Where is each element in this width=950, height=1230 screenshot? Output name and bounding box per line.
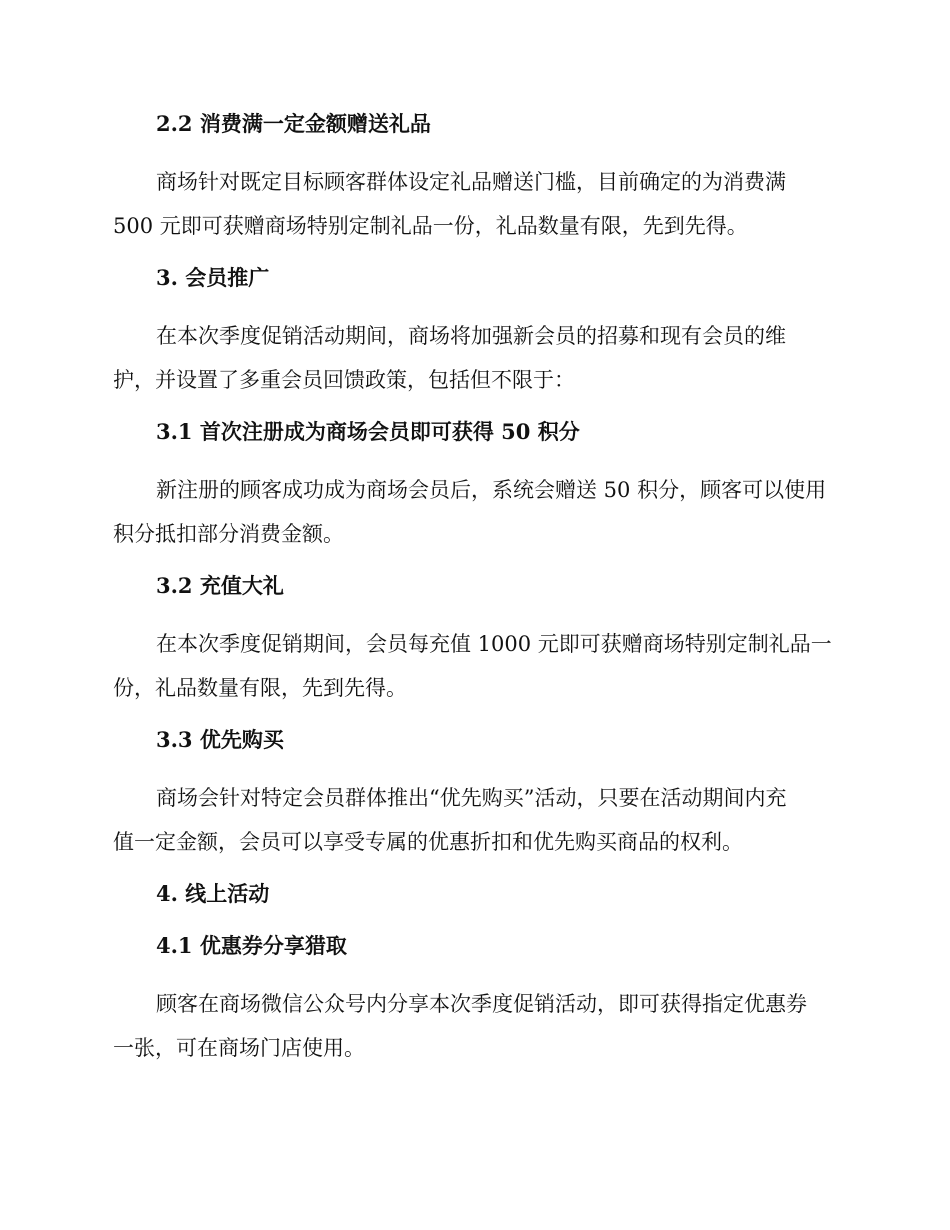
heading-3: 3. 会员推广 <box>156 265 270 290</box>
paragraph-line: 新注册的顾客成功成为商场会员后，系统会赠送 50 积分，顾客可以使用 <box>156 478 827 502</box>
paragraph-line: 在本次季度促销活动期间，商场将加强新会员的招募和现有会员的维 <box>156 324 786 348</box>
heading-3-3: 3.3 优先购买 <box>156 727 284 752</box>
paragraph-line: 值一定金额，会员可以享受专属的优惠折扣和优先购买商品的权利。 <box>113 830 743 854</box>
paragraph-3-3 <box>113 776 838 864</box>
paragraph-3-1 <box>113 468 838 556</box>
paragraph-3 <box>113 314 838 402</box>
paragraph-line: 顾客在商场微信公众号内分享本次季度促销活动，即可获得指定优惠券 <box>156 992 807 1016</box>
paragraph-line: 积分抵扣部分消费金额。 <box>113 522 344 546</box>
paragraph-line: 商场针对既定目标顾客群体设定礼品赠送门槛，目前确定的为消费满 <box>156 170 786 194</box>
paragraph-line: 500 元即可获赠商场特别定制礼品一份，礼品数量有限，先到先得。 <box>113 214 748 238</box>
document-body <box>113 108 838 1070</box>
paragraph-line: 商场会针对特定会员群体推出“优先购买”活动，只要在活动期间内充 <box>156 786 787 810</box>
paragraph-4-1 <box>113 982 838 1070</box>
heading-3-2: 3.2 充值大礼 <box>156 573 284 598</box>
heading-2-2: 2.2 消费满一定金额赠送礼品 <box>156 111 431 136</box>
paragraph-line: 护，并设置了多重会员回馈政策，包括但不限于： <box>113 368 575 392</box>
heading-4-1: 4.1 优惠券分享猎取 <box>156 933 347 958</box>
heading-4: 4. 线上活动 <box>156 881 270 906</box>
paragraph-line: 份，礼品数量有限，先到先得。 <box>113 676 407 700</box>
paragraph-line: 一张，可在商场门店使用。 <box>113 1036 365 1060</box>
paragraph-2-2 <box>113 160 838 248</box>
heading-3-1: 3.1 首次注册成为商场会员即可获得 50 积分 <box>156 419 580 444</box>
paragraph-3-2 <box>113 622 838 710</box>
paragraph-line: 在本次季度促销期间，会员每充值 1000 元即可获赠商场特别定制礼品一 <box>156 632 832 656</box>
